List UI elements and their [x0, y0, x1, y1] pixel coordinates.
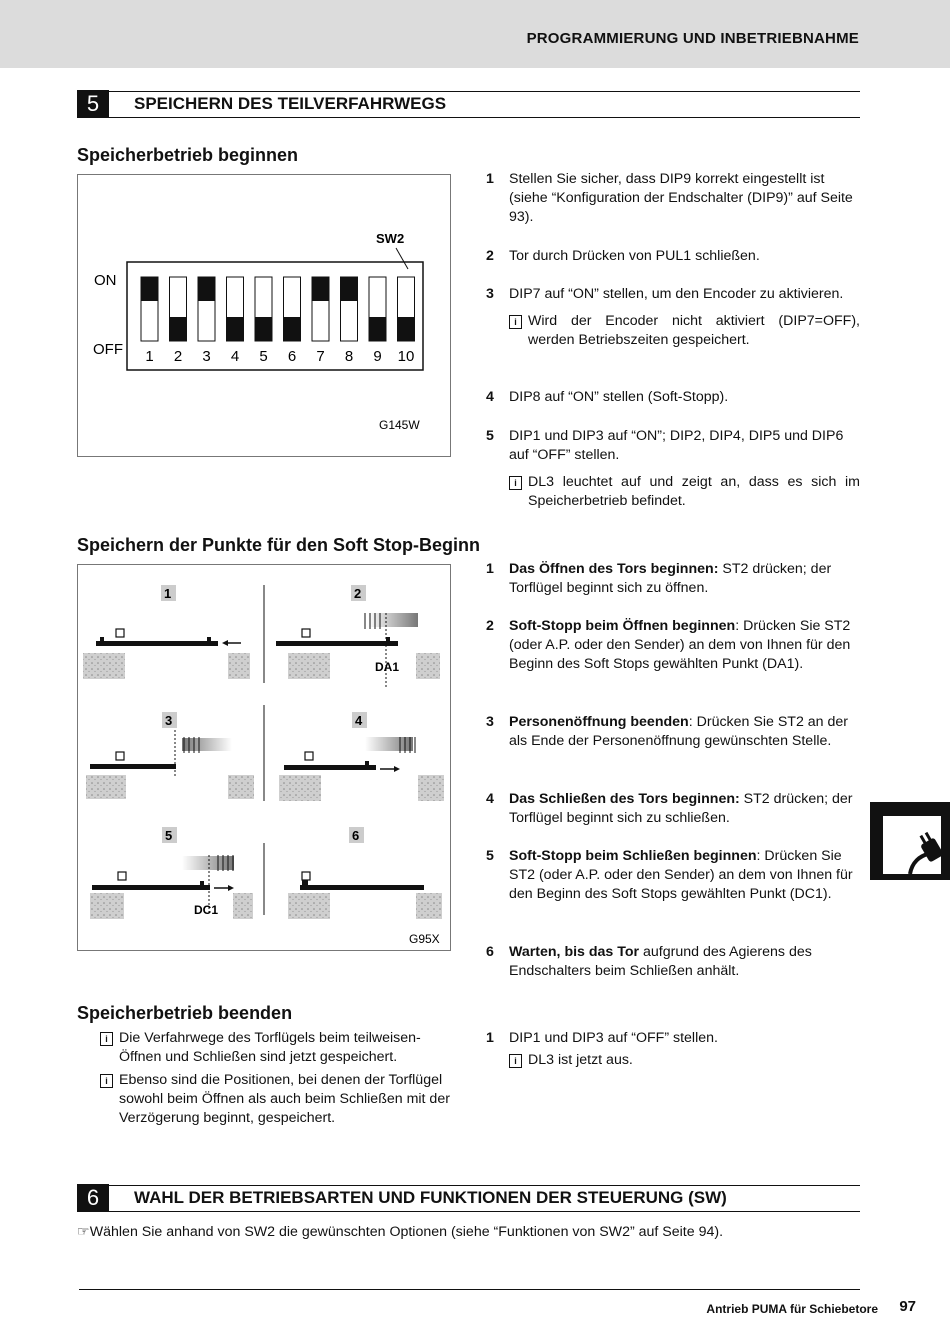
dip-switch-number-7: 7 — [316, 348, 325, 365]
footer-title: Antrieb PUMA für Schiebetore — [706, 1302, 878, 1316]
block1-step-5 — [486, 427, 860, 511]
panel-3-number — [162, 712, 177, 728]
da1-label: DA1 — [375, 660, 400, 674]
block1-step-2 — [486, 247, 860, 266]
step-number: 2 — [486, 618, 494, 634]
block2-step-6 — [486, 943, 860, 981]
step-text: Stellen Sie sicher, dass DIP9 korrekt eingestellt ist (siehe “Konfiguration der Endschalter (DIP9)” auf Seite 93). — [509, 171, 853, 225]
panel-3-gate — [86, 730, 254, 799]
plug-icon — [870, 802, 950, 880]
svg-text:6: 6 — [352, 828, 360, 843]
dip-switch-diagram — [78, 175, 450, 456]
panel-6-gate — [288, 872, 442, 919]
panel-4-gate — [279, 737, 444, 801]
step-number: 1 — [486, 561, 494, 577]
step-text: : Drücken Sie ST2 (oder A.P. oder den Sender) an dem von Ihnen für den Beginn des Soft Stops gewählten Punkt (DC1). — [509, 848, 853, 902]
dip-switch-number-8: 8 — [344, 348, 354, 365]
info-icon: i — [509, 476, 522, 490]
heading-speicherbetrieb-beginnen: Speicherbetrieb beginnen — [77, 145, 299, 165]
step-number: 3 — [486, 286, 494, 302]
step-bold: Personenöffnung beenden — [509, 714, 689, 730]
note-text: DL3 ist jetzt aus. — [528, 1052, 633, 1068]
section-5-top-rule — [77, 91, 860, 92]
step-bold: Soft-Stopp beim Schließen beginnen — [509, 848, 757, 864]
step-text: ST2 drücken; der Torflügel beginnt sich zu öffnen. — [509, 561, 832, 596]
section-6-text — [77, 1224, 723, 1240]
panel-2-number — [351, 585, 366, 601]
dip-switch-figure — [77, 174, 451, 457]
panel-1-gate — [83, 629, 250, 679]
panel-4-number — [352, 712, 367, 728]
section-6-paragraph: Wählen Sie anhand von SW2 die gewünschten Optionen (siehe “Funktionen von SW2” auf Seite 94). — [89, 1224, 724, 1240]
step-number: 2 — [486, 248, 494, 264]
block3-step-1 — [486, 1029, 860, 1070]
svg-text:4: 4 — [355, 713, 363, 728]
step-number: 5 — [486, 428, 494, 444]
section-5-title: SPEICHERN DES TEILVERFAHRWEGS — [134, 94, 447, 113]
block2-step-1 — [486, 560, 860, 598]
step-text: DIP7 auf “ON” stellen, um den Encoder zu aktivieren. — [509, 286, 844, 302]
off-label: OFF — [93, 341, 123, 358]
step-text: : Drücken Sie ST2 (oder A.P. oder den Sender) an dem von Ihnen für den Beginn des Soft Stops gewählten Punkt (DA1). — [509, 618, 851, 672]
step-number: 5 — [486, 848, 494, 864]
block1-step-4 — [486, 388, 860, 407]
step-number: 4 — [486, 791, 494, 807]
end-notes — [100, 1029, 455, 1128]
step-number: 1 — [486, 1030, 494, 1046]
block2-step-3 — [486, 713, 860, 751]
dip-switch-knob-8 — [341, 277, 358, 301]
step-text: DIP1 und DIP3 auf “OFF” stellen. — [509, 1030, 718, 1046]
page-number: 97 — [899, 1298, 916, 1315]
dip-switch-number-9: 9 — [373, 348, 382, 365]
step-text: : Drücken Sie ST2 an der als Ende der Personenöffnung gewünschten Stelle. — [509, 714, 849, 749]
note-text: Wird der Encoder nicht aktiviert (DIP7=OFF), werden Betriebszeiten gespeichert. — [528, 313, 860, 348]
step-note — [509, 473, 860, 511]
svg-text:2: 2 — [354, 586, 362, 601]
heading-soft-stop-beginn: Speichern der Punkte für den Soft Stop-Beginn — [77, 535, 481, 555]
dip-switch-number-4: 4 — [230, 348, 240, 365]
block2-step-4 — [486, 790, 860, 828]
panel-1-number — [161, 585, 176, 601]
section-6-number: 6 — [77, 1184, 109, 1212]
gate-sequence-diagram — [78, 565, 450, 950]
dip-switch-number-1: 1 — [145, 348, 154, 365]
dip-switch-knob-2 — [170, 317, 187, 341]
note-text: DL3 leuchtet auf und zeigt an, dass es sich im Speicherbetrieb befindet. — [528, 474, 860, 509]
step-note — [509, 1051, 860, 1070]
dip-switch-knob-5 — [255, 317, 272, 341]
dip-switch-knob-4 — [227, 317, 244, 341]
pointing-hand-icon: ☞ — [77, 1224, 90, 1240]
sw2-label: SW2 — [376, 231, 405, 246]
step-number: 3 — [486, 714, 494, 730]
block1-step-1 — [486, 170, 860, 227]
chapter-tab — [870, 802, 950, 880]
dip-switch-knob-1 — [141, 277, 158, 301]
heading-speicherbetrieb-beenden: Speicherbetrieb beenden — [77, 1003, 293, 1023]
block2-step-2 — [486, 617, 860, 674]
step-number: 6 — [486, 944, 494, 960]
step-text: DIP8 auf “ON” stellen (Soft-Stopp). — [509, 389, 729, 405]
section-6-bottom-rule — [77, 1211, 860, 1212]
step-text: DIP1 und DIP3 auf “ON”; DIP2, DIP4, DIP5 und DIP6 auf “OFF” stellen. — [509, 428, 844, 463]
section-5-bottom-rule — [77, 117, 860, 118]
footer-rule — [79, 1289, 860, 1290]
svg-text:3: 3 — [165, 713, 173, 728]
block1-step-3 — [486, 285, 860, 350]
dip-switch-number-6: 6 — [287, 348, 297, 365]
figure-code-g145w: G145W — [379, 418, 420, 432]
step-bold: Warten, bis das Tor — [509, 944, 640, 960]
end-note-2 — [100, 1071, 455, 1128]
figure-code-g95x: G95X — [409, 932, 440, 946]
header-title: PROGRAMMIERUNG UND INBETRIEBNAHME — [526, 30, 859, 47]
panel-2-gate — [276, 613, 440, 689]
note-text: Die Verfahrwege des Torflügels beim teilweisen-Öffnen und Schließen sind jetzt gespeichert. — [119, 1030, 421, 1065]
info-icon: i — [100, 1032, 113, 1046]
svg-text:1: 1 — [164, 586, 172, 601]
section-5-number: 5 — [77, 90, 109, 118]
step-text: aufgrund des Agierens des Endschalters beim Schließen anhält. — [509, 944, 812, 979]
panel-5-number — [162, 827, 177, 843]
step-bold: Das Schließen des Tors beginnen: — [509, 791, 740, 807]
dip-switch-knob-6 — [284, 317, 301, 341]
dip-switch-knob-7 — [312, 277, 329, 301]
end-note-1 — [100, 1029, 455, 1067]
block2-step-5 — [486, 847, 860, 904]
note-text: Ebenso sind die Positionen, bei denen der Torflügel sowohl beim Öffnen als auch beim Schließen mit der Verzögerung beginnt, gespeichert. — [119, 1072, 450, 1126]
svg-text:5: 5 — [165, 828, 173, 843]
dip-switch-knob-3 — [198, 277, 215, 301]
step-text: ST2 drücken; der Torflügel beginnt sich zu schließen. — [509, 791, 853, 826]
dip-switch-number-2: 2 — [173, 348, 183, 365]
step-bold: Das Öffnen des Tors beginnen: — [509, 561, 719, 577]
dip-switch-knob-10 — [398, 317, 415, 341]
step-number: 4 — [486, 389, 494, 405]
step-bold: Soft-Stopp beim Öffnen beginnen — [509, 618, 736, 634]
dip-switch-number-5: 5 — [259, 348, 268, 365]
panel-5-gate — [90, 855, 253, 919]
info-icon: i — [509, 315, 522, 329]
step-number: 1 — [486, 171, 494, 187]
section-6-title: WAHL DER BETRIEBSARTEN UND FUNKTIONEN DER STEUERUNG (SW) — [134, 1188, 727, 1207]
dc1-label: DC1 — [194, 903, 219, 917]
info-icon: i — [100, 1074, 113, 1088]
panel-6-number — [349, 827, 364, 843]
on-label: ON — [94, 272, 117, 289]
dip-switch-knob-9 — [369, 317, 386, 341]
step-note — [509, 312, 860, 350]
info-icon: i — [509, 1054, 522, 1068]
section-6-top-rule — [77, 1185, 860, 1186]
dip-switch-number-10: 10 — [397, 348, 415, 365]
dip-switch-number-3: 3 — [202, 348, 211, 365]
gate-sequence-figure — [77, 564, 451, 951]
step-text: Tor durch Drücken von PUL1 schließen. — [509, 248, 760, 264]
